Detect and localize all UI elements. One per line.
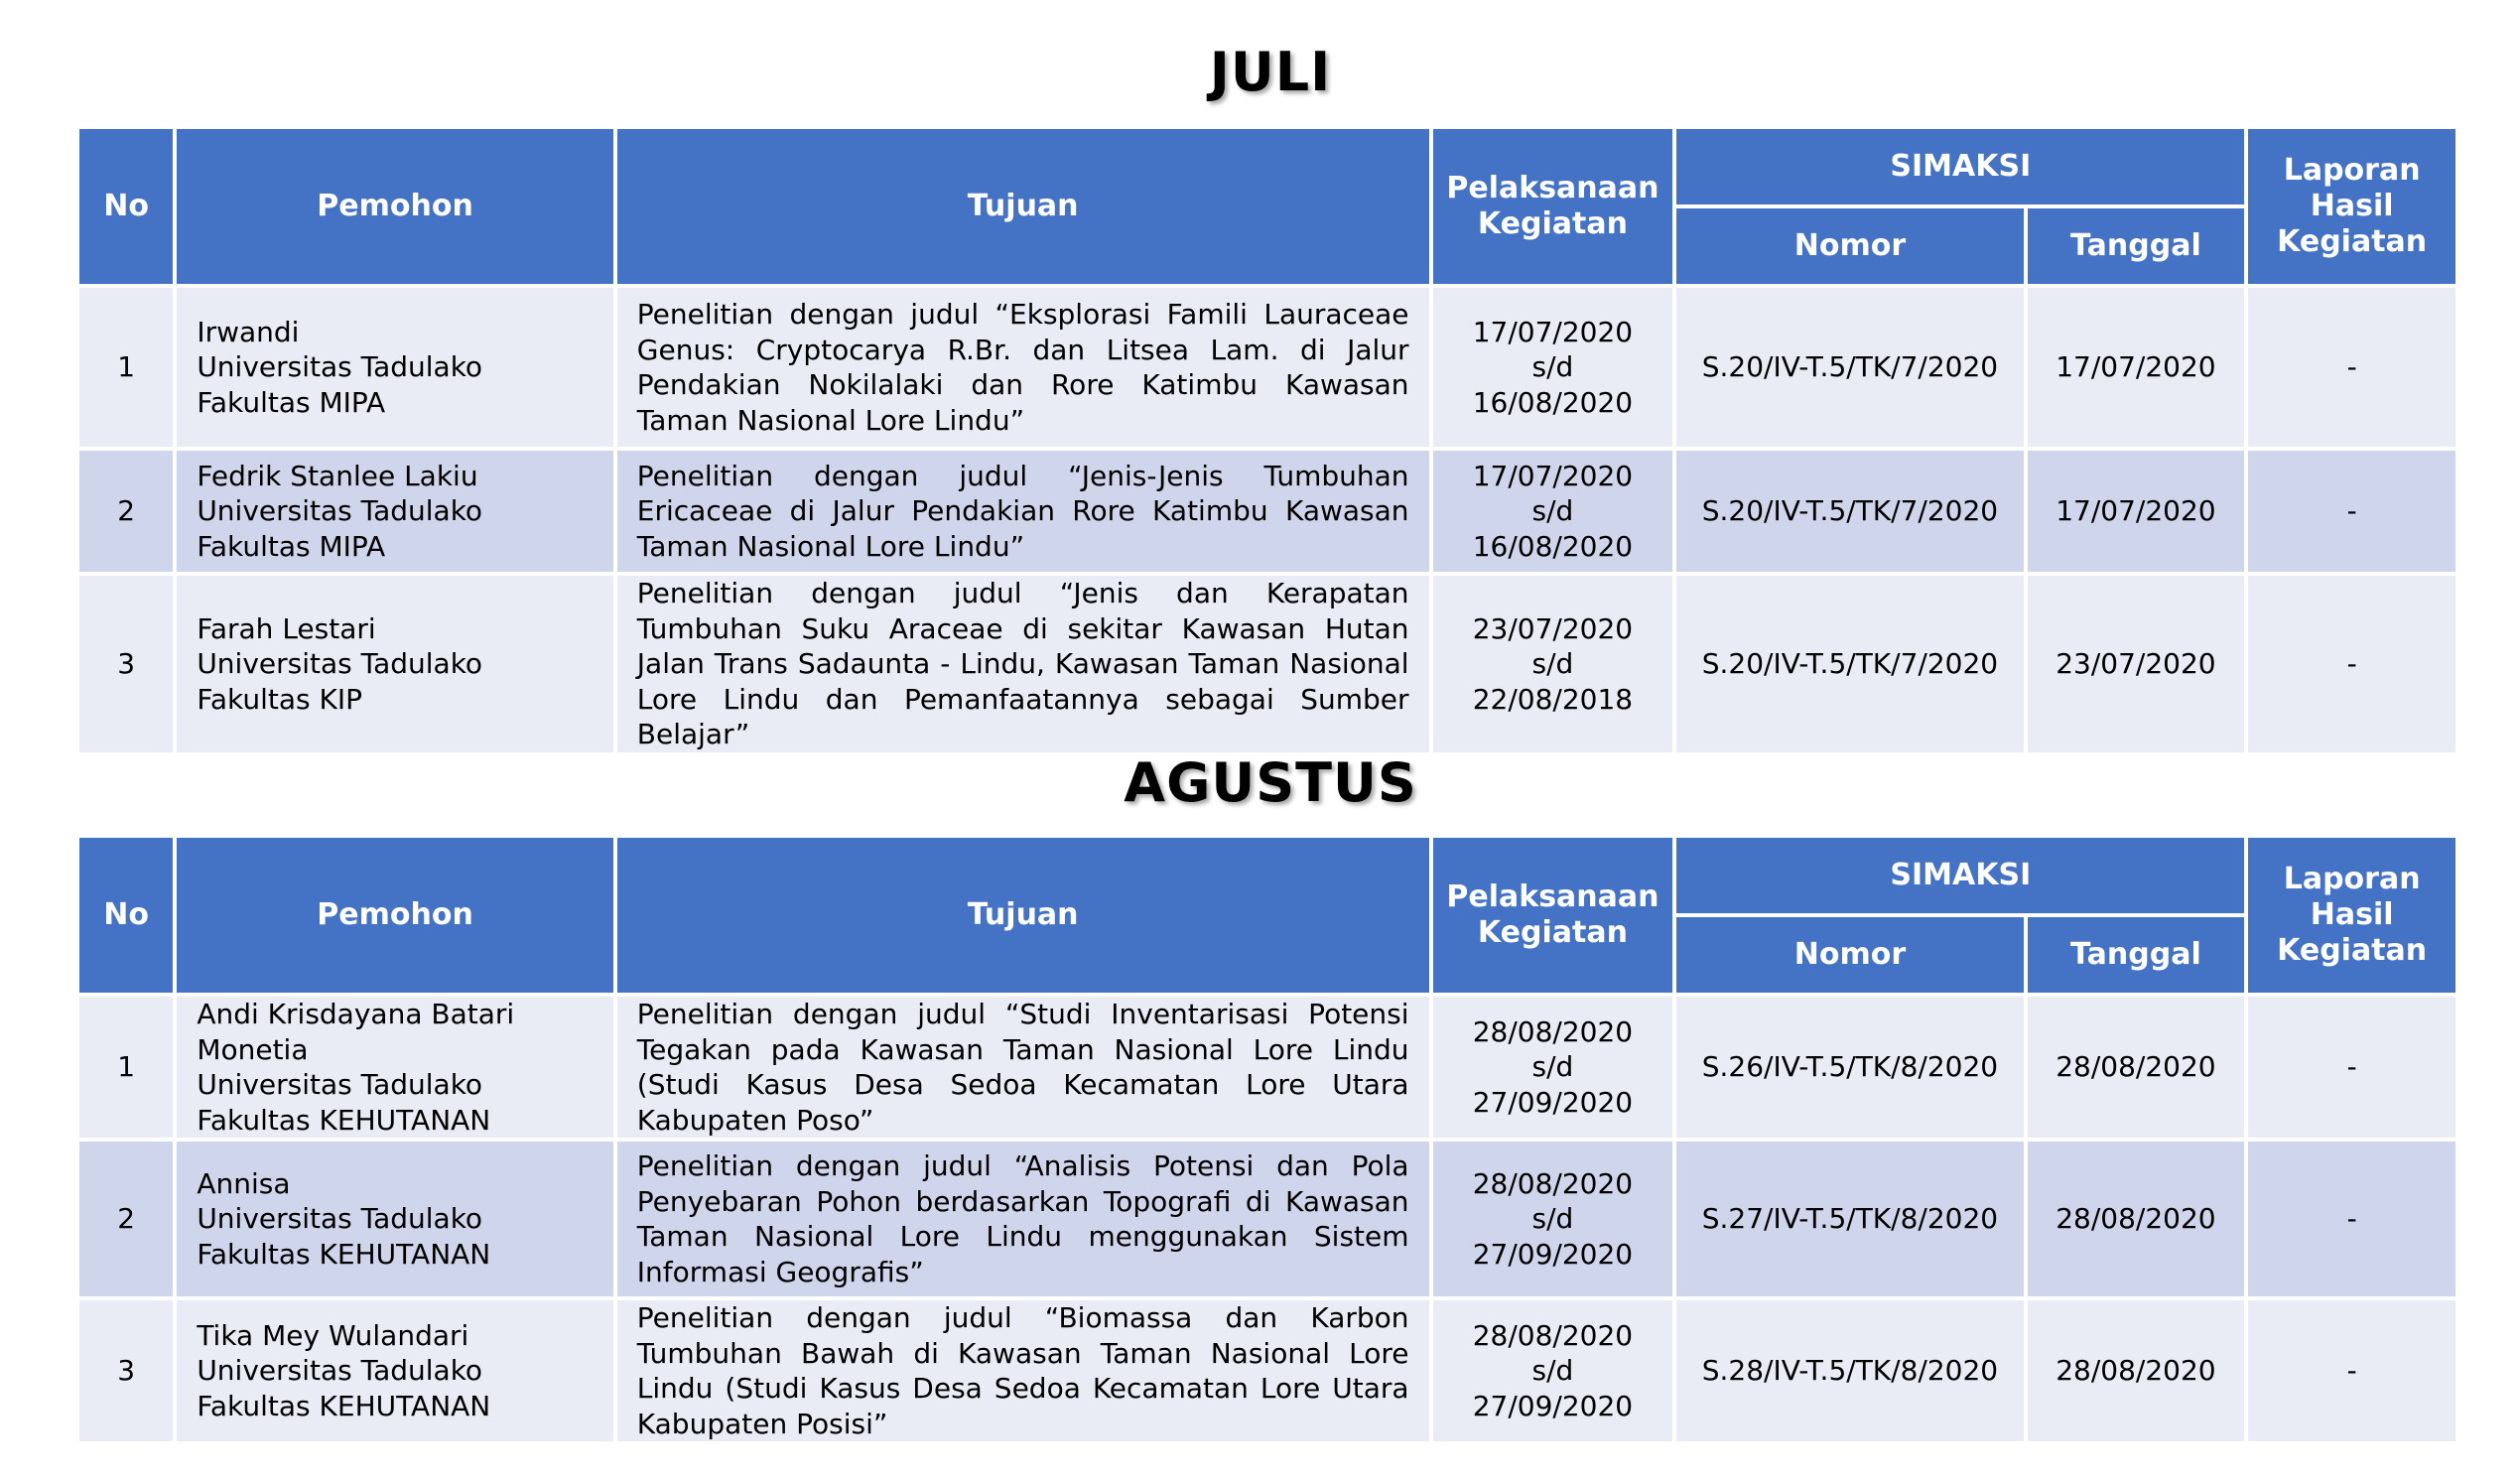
cell-pemohon [177, 1300, 612, 1441]
cell-pelaksanaan-line: 16/08/2020 [1472, 385, 1634, 419]
header-tujuan: Tujuan [617, 129, 1429, 284]
cell-pemohon-line: Fedrik Stanlee Lakiu [197, 459, 478, 492]
cell-pemohon-line: Fakultas KIP [197, 682, 363, 716]
cell-pelaksanaan-line: 27/09/2020 [1472, 1085, 1634, 1119]
cell-tanggal: 28/08/2020 [2028, 1300, 2245, 1441]
cell-nomor: S.20/IV-T.5/TK/7/2020 [1676, 288, 2023, 447]
cell-no: 1 [79, 288, 173, 447]
cell-pemohon-line: Universitas Tadulako [197, 1202, 483, 1236]
cell-pemohon [177, 451, 612, 572]
header-no: No [79, 838, 173, 993]
cell-pelaksanaan-line: 17/07/2020 [1472, 459, 1634, 492]
cell-tanggal: 17/07/2020 [2028, 288, 2245, 447]
cell-tujuan: Penelitian dengan judul “Eksplorasi Famili Lauraceae Genus: Cryptocarya R.Br. dan Litsea Lam. di Jalur Pendakian Nokilalaki dan Rore Katimbu Kawasan Taman Nasional Lore Lindu” [617, 288, 1429, 447]
cell-pelaksanaan-line: s/d [1531, 647, 1574, 680]
cell-no: 3 [79, 576, 173, 752]
cell-laporan: - [2248, 288, 2455, 447]
cell-pemohon-line: Tika Mey Wulandari [197, 1318, 469, 1352]
cell-pelaksanaan-line: 27/09/2020 [1472, 1237, 1634, 1271]
cell-pemohon-line: Fakultas MIPA [197, 529, 386, 563]
cell-tujuan: Penelitian dengan judul “Studi Inventarisasi Potensi Tegakan pada Kawasan Taman Nasional Lore Lindu (Studi Kasus Desa Sedoa Kecamatan Lore Utara Kabupaten Poso” [617, 997, 1429, 1138]
table-row [79, 451, 2455, 572]
cell-laporan: - [2248, 997, 2455, 1138]
cell-pemohon-line: Fakultas MIPA [197, 385, 386, 419]
cell-pelaksanaan [1433, 576, 1673, 752]
cell-pemohon-line: Universitas Tadulako [197, 647, 483, 680]
cell-pelaksanaan-line: 23/07/2020 [1472, 611, 1634, 645]
header-nomor: Nomor [1676, 208, 2023, 284]
cell-pemohon-line: Fakultas KEHUTANAN [197, 1389, 491, 1422]
cell-pemohon-line: Irwandi [197, 315, 300, 348]
cell-pelaksanaan-line: s/d [1531, 1050, 1574, 1084]
table-row [79, 1300, 2455, 1441]
cell-pelaksanaan-line: 28/08/2020 [1472, 1166, 1634, 1200]
cell-tujuan: Penelitian dengan judul “Jenis-Jenis Tumbuhan Ericaceae di Jalur Pendakian Rore Katimbu Kawasan Taman Nasional Lore Lindu” [617, 451, 1429, 572]
cell-tanggal: 17/07/2020 [2028, 451, 2245, 572]
cell-pemohon-line: Farah Lestari [197, 611, 376, 645]
cell-pelaksanaan [1433, 288, 1673, 447]
table-row [79, 1142, 2455, 1296]
section-title-agustus: AGUSTUS [1124, 751, 1417, 814]
cell-nomor: S.28/IV-T.5/TK/8/2020 [1676, 1300, 2023, 1441]
cell-pelaksanaan [1433, 1300, 1673, 1441]
header-tujuan: Tujuan [617, 838, 1429, 993]
cell-laporan: - [2248, 576, 2455, 752]
cell-pemohon-line: Fakultas KEHUTANAN [197, 1237, 491, 1271]
header-pelaksanaan: Pelaksanaan Kegiatan [1433, 129, 1673, 284]
header-pemohon: Pemohon [177, 838, 612, 993]
cell-pelaksanaan-line: 17/07/2020 [1472, 315, 1634, 348]
cell-laporan: - [2248, 451, 2455, 572]
header-simaksi: SIMAKSI [1676, 838, 2244, 913]
cell-tujuan: Penelitian dengan judul “Jenis dan Kerapatan Tumbuhan Suku Araceae di sekitar Kawasan Hutan Jalan Trans Sadaunta - Lindu, Kawasan Taman Nasional Lore Lindu dan Pemanfaatannya sebagai Sumber Belajar” [617, 576, 1429, 752]
permit-table-agustus [75, 834, 2459, 1445]
header-simaksi: SIMAKSI [1676, 129, 2244, 204]
table-row [79, 288, 2455, 447]
cell-pemohon-line: Universitas Tadulako [197, 1354, 483, 1388]
header-laporan: Laporan Hasil Kegiatan [2248, 129, 2455, 284]
cell-pelaksanaan-line: s/d [1531, 350, 1574, 384]
header-nomor: Nomor [1676, 917, 2023, 993]
cell-pelaksanaan-line: s/d [1531, 1202, 1574, 1236]
cell-pemohon [177, 576, 612, 752]
cell-pelaksanaan-line: s/d [1531, 494, 1574, 528]
cell-pemohon [177, 1142, 612, 1296]
cell-nomor: S.20/IV-T.5/TK/7/2020 [1676, 451, 2023, 572]
cell-pemohon-line: Andi Krisdayana Batari Monetia [197, 998, 515, 1066]
permit-table-juli [75, 125, 2459, 756]
table-row [79, 576, 2455, 752]
cell-laporan: - [2248, 1300, 2455, 1441]
table-row [79, 997, 2455, 1138]
cell-pemohon [177, 997, 612, 1138]
cell-no: 2 [79, 1142, 173, 1296]
cell-tanggal: 23/07/2020 [2028, 576, 2245, 752]
cell-tanggal: 28/08/2020 [2028, 1142, 2245, 1296]
header-pelaksanaan: Pelaksanaan Kegiatan [1433, 838, 1673, 993]
cell-nomor: S.27/IV-T.5/TK/8/2020 [1676, 1142, 2023, 1296]
cell-pemohon-line: Universitas Tadulako [197, 494, 483, 528]
cell-pelaksanaan [1433, 451, 1673, 572]
cell-pelaksanaan-line: s/d [1531, 1354, 1574, 1388]
cell-tanggal: 28/08/2020 [2028, 997, 2245, 1138]
cell-laporan: - [2248, 1142, 2455, 1296]
section-title-juli: JULI [1209, 41, 1332, 103]
header-laporan: Laporan Hasil Kegiatan [2248, 838, 2455, 993]
cell-pelaksanaan-line: 27/09/2020 [1472, 1389, 1634, 1422]
cell-pemohon-line: Fakultas KEHUTANAN [197, 1103, 491, 1137]
cell-nomor: S.20/IV-T.5/TK/7/2020 [1676, 576, 2023, 752]
cell-pelaksanaan-line: 16/08/2020 [1472, 529, 1634, 563]
cell-pelaksanaan-line: 22/08/2018 [1472, 682, 1634, 716]
cell-pemohon-line: Universitas Tadulako [197, 350, 483, 384]
cell-no: 2 [79, 451, 173, 572]
cell-pelaksanaan-line: 28/08/2020 [1472, 1318, 1634, 1352]
cell-pemohon-line: Universitas Tadulako [197, 1068, 483, 1101]
cell-nomor: S.26/IV-T.5/TK/8/2020 [1676, 997, 2023, 1138]
cell-pelaksanaan [1433, 1142, 1673, 1296]
cell-pelaksanaan-line: 28/08/2020 [1472, 1014, 1634, 1048]
cell-tujuan: Penelitian dengan judul “Biomassa dan Karbon Tumbuhan Bawah di Kawasan Taman Nasional Lore Lindu (Studi Kasus Desa Sedoa Kecamatan Lore Utara Kabupaten Posisi” [617, 1300, 1429, 1441]
cell-pemohon-line: Annisa [197, 1166, 291, 1200]
header-tanggal: Tanggal [2028, 208, 2245, 284]
cell-tujuan: Penelitian dengan judul “Analisis Potensi dan Pola Penyebaran Pohon berdasarkan Topografi di Kawasan Taman Nasional Lore Lindu menggunakan Sistem Informasi Geografis” [617, 1142, 1429, 1296]
cell-no: 3 [79, 1300, 173, 1441]
header-tanggal: Tanggal [2028, 917, 2245, 993]
header-pemohon: Pemohon [177, 129, 612, 284]
cell-pemohon [177, 288, 612, 447]
header-no: No [79, 129, 173, 284]
cell-no: 1 [79, 997, 173, 1138]
cell-pelaksanaan [1433, 997, 1673, 1138]
